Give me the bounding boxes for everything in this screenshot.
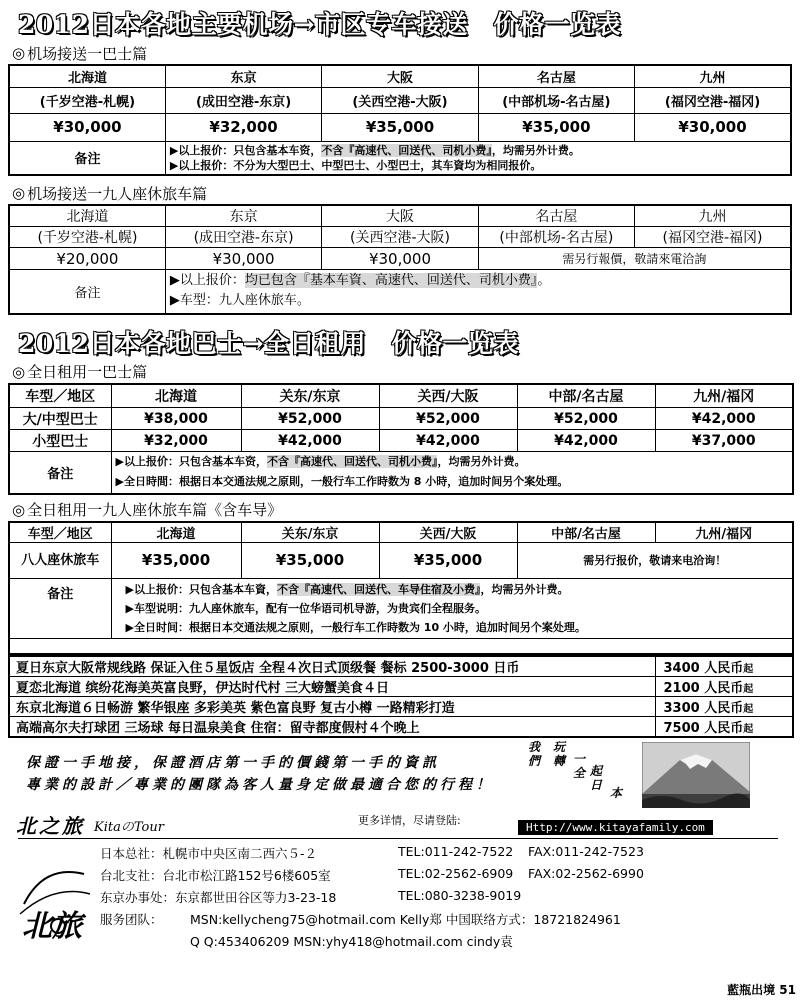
- mount-fuji-photo: [642, 742, 750, 808]
- note-text: ▶以上报价：只包含基本车资，: [169, 143, 322, 157]
- airport-cell: (成田空港-东京): [165, 87, 321, 113]
- price-cell: ¥42,000: [655, 408, 793, 430]
- footer-divider: [18, 838, 778, 839]
- tour-price-suffix: 起: [743, 704, 754, 715]
- service-team-contact: MSN:kellycheng75@hotmail.com Kelly郑 中国联络方式：18721824961: [190, 912, 621, 927]
- note-text: ▶车型：九人座休旅车。: [169, 293, 310, 309]
- header-cell: 九州/福冈: [655, 384, 793, 408]
- airport-cell: (福冈空港-福冈): [635, 87, 791, 113]
- note-text: ▶全日时间：根据日本交通法规之原则，一般行车工作時数为 10 小時，追加时间另个案处理。: [125, 620, 586, 634]
- airport-cell: (中部机场-名古屋): [478, 87, 634, 113]
- service-team-label: 服务团队：: [100, 912, 163, 927]
- japan-office-fax: FAX:011-242-7523: [528, 844, 644, 859]
- taipei-office-fax: FAX:02-2562-6990: [528, 866, 644, 881]
- airport-cell: (千岁空港-札幌): [9, 87, 165, 113]
- note-label: 备注: [9, 141, 165, 175]
- tour-price-text: 3400 人民币: [663, 661, 744, 676]
- note-cell: [111, 578, 793, 638]
- tour-list: [8, 655, 794, 738]
- header-cell: 车型／地区: [9, 384, 111, 408]
- airport-cell: (关西空港-大阪): [322, 87, 478, 113]
- tour-price-suffix: 起: [743, 724, 754, 735]
- tour-row: [9, 656, 793, 677]
- website-link[interactable]: Http://www.kitayafamily.com: [518, 820, 713, 835]
- region-cell: 大阪: [322, 65, 478, 87]
- region-cell: 名古屋: [478, 65, 634, 87]
- section-mark: ◎: [12, 44, 26, 62]
- section-mark: ◎: [12, 362, 26, 381]
- price-cell: ¥42,000: [241, 430, 379, 452]
- title-airport-transfer: 2012日本各地主要机场→市区专车接送 价格一览表: [18, 10, 622, 39]
- section-title: 全日租用一九人座休旅车篇《含车导》: [27, 501, 283, 519]
- tour-row: [9, 697, 793, 717]
- note-label: 备注: [9, 270, 165, 314]
- japan-office-address: 日本总社：札幌市中央区南二西六５-２: [100, 846, 318, 861]
- type-cell: 小型巴士: [9, 430, 111, 452]
- region-cell: 东京: [165, 65, 321, 87]
- price-cell: ¥52,000: [517, 408, 655, 430]
- promo-line-2: 專業的設計／專業的團隊為客人量身定做最適合您的行程！: [26, 777, 494, 793]
- price-cell: ¥35,000: [111, 542, 241, 578]
- region-cell: 北海道: [9, 65, 165, 87]
- section-title: 全日租用一巴士篇: [27, 363, 148, 381]
- inquiry-cell: 需另行报价，敬请来电洽询！: [517, 542, 793, 578]
- tour-price-text: 2100 人民币: [663, 681, 744, 696]
- airport-cell: (福冈空港-福冈): [635, 227, 791, 248]
- region-cell: 东京: [165, 205, 321, 227]
- tour-row: [9, 677, 793, 697]
- tour-price: [655, 717, 793, 738]
- header-cell: 九州/福冈: [655, 522, 793, 543]
- note-text: ▶以上报价：不分为大型巴士、中型巴士、小型巴士，其车資均为相同报价。: [169, 158, 542, 172]
- more-info-label: 更多详情，尽请登陆:: [358, 814, 461, 827]
- brand-name: 北之旅: [16, 814, 85, 838]
- price-cell: ¥37,000: [655, 430, 793, 452]
- price-cell: ¥38,000: [111, 408, 241, 430]
- header-cell: 关东/东京: [241, 522, 379, 543]
- tour-price-suffix: 起: [743, 684, 754, 695]
- section-title: 机场接送一九人座休旅车篇: [27, 184, 208, 203]
- promo-block: [8, 738, 792, 810]
- tour-price: [655, 697, 793, 717]
- tour-name: 高端高尔夫打球团 三场球 每日温泉美食 住宿：留寺都度假村４个晚上: [9, 717, 655, 738]
- airport-cell: (成田空港-东京): [165, 227, 321, 248]
- header-cell: 关西/大阪: [379, 384, 517, 408]
- section-heading: [8, 361, 792, 383]
- price-cell: ¥35,000: [478, 113, 634, 141]
- taipei-office-tel: TEL:02-2562-6909: [398, 866, 514, 881]
- note-label: 备注: [9, 452, 111, 494]
- region-cell: 名古屋: [478, 205, 634, 227]
- price-cell: ¥30,000: [165, 248, 321, 270]
- page-number: 藍瓶出境 51: [727, 983, 796, 997]
- note-text: ，均需另外计费。: [480, 582, 569, 596]
- section-title: 机场接送一巴士篇: [27, 44, 148, 63]
- price-cell: ¥52,000: [241, 408, 379, 430]
- note-text: ，均需另外计费。: [437, 455, 526, 469]
- price-cell: ¥30,000: [9, 113, 165, 141]
- kita-tour-logo: [14, 844, 94, 944]
- note-text: ▶车型说明：九人座休旅车，配有一位华语司机导游，为贵宾们全程服务。: [125, 601, 486, 615]
- note-cell: [165, 141, 791, 175]
- vertical-slogan: 本: [610, 786, 623, 800]
- airport-bus-table: [8, 64, 792, 176]
- note-label: 备注: [9, 578, 111, 638]
- header-cell: 车型／地区: [9, 522, 111, 543]
- note-text: ▶以上报价：只包含基本车资，: [115, 455, 267, 469]
- price-cell: ¥52,000: [379, 408, 517, 430]
- tokyo-office-tel: TEL:080-3238-9019: [398, 888, 522, 903]
- brand-name-en: KitaのTour: [94, 820, 164, 835]
- airport-van-table: [8, 204, 792, 315]
- inquiry-cell: 需另行報價，敬請來電洽詢: [478, 248, 791, 270]
- type-cell: 大/中型巴士: [9, 408, 111, 430]
- fullday-van-table: [8, 521, 794, 656]
- note-text: 。: [537, 273, 551, 289]
- airport-cell: (中部机场-名古屋): [478, 227, 634, 248]
- price-cell: ¥20,000: [9, 248, 165, 270]
- tokyo-office-address: 东京办事处：东京都世田谷区等力3-23-18: [100, 890, 337, 905]
- note-highlight: 均已包含『基本车資、高速代、回送代、司机小费』: [244, 273, 538, 289]
- price-cell: ¥42,000: [379, 430, 517, 452]
- tour-price: [655, 677, 793, 697]
- japan-office-tel: TEL:011-242-7522: [398, 844, 514, 859]
- price-cell: ¥32,000: [165, 113, 321, 141]
- region-cell: 九州: [635, 65, 791, 87]
- promo-line-1: 保證一手地接，保證酒店第一手的價錢第一手的資訊: [26, 755, 440, 771]
- vertical-slogan: 我們: [528, 740, 541, 768]
- tour-name: 东京北海道６日畅游 繁华银座 多彩美英 紫色富良野 复古小樽 一路精彩打造: [9, 697, 655, 717]
- airport-cell: (关西空港-大阪): [322, 227, 478, 248]
- fullday-bus-table: [8, 383, 794, 495]
- price-cell: ¥32,000: [111, 430, 241, 452]
- vertical-slogan: 一全: [573, 752, 586, 780]
- note-text: ，均需另外计费。: [491, 143, 580, 157]
- price-cell: ¥35,000: [379, 542, 517, 578]
- tour-name: 夏恋北海道 缤纷花海美英富良野，伊达时代村 三大螃蟹美食４日: [9, 677, 655, 697]
- tour-price-suffix: 起: [743, 664, 754, 675]
- tour-price-text: 7500 人民币: [663, 721, 744, 736]
- footer: [8, 810, 792, 960]
- note-text: ▶以上报价：只包含基本车資，: [125, 582, 277, 596]
- vertical-slogan: 玩轉: [553, 740, 566, 768]
- tour-price: [655, 656, 793, 677]
- price-cell: ¥30,000: [635, 113, 791, 141]
- price-cell: ¥35,000: [322, 113, 478, 141]
- title-full-day-rental: 2012日本各地巴士→全日租用 价格一览表: [18, 328, 520, 358]
- note-cell: [111, 452, 793, 494]
- header-cell: 北海道: [111, 522, 241, 543]
- header-cell: 北海道: [111, 384, 241, 408]
- service-team-contact: Q Q:453406209 MSN:yhy418@hotmail.com cindy袁: [190, 934, 513, 949]
- header-cell: 关西/大阪: [379, 522, 517, 543]
- region-cell: 北海道: [9, 205, 165, 227]
- note-highlight: 不含『高速代、回送代、车导住宿及小费』: [276, 582, 481, 596]
- taipei-office-address: 台北支社：台北市松江路152号6楼605室: [100, 868, 331, 883]
- section-mark: ◎: [12, 184, 26, 202]
- note-text: ▶全日時間：根据日本交通法规之原則，一般行车工作時数为 8 小時，追加时间另个案处理。: [115, 475, 569, 489]
- tour-name: 夏日东京大阪常规线路 保证入住５星饭店 全程４次日式顶级餐 餐标 2500-3000 日币: [9, 656, 655, 677]
- vertical-slogan: 起日: [590, 764, 603, 792]
- note-text: ▶以上报价：: [169, 273, 245, 289]
- spacer-row: [9, 638, 793, 654]
- section-heading: [8, 182, 792, 204]
- price-cell: ¥42,000: [517, 430, 655, 452]
- tour-price-text: 3300 人民币: [663, 701, 744, 716]
- svg-text:北旅: 北旅: [22, 909, 82, 944]
- note-cell: [165, 270, 791, 314]
- region-cell: 大阪: [322, 205, 478, 227]
- note-highlight: 不含『高速代、回送代、司机小费』: [266, 455, 438, 469]
- region-cell: 九州: [635, 205, 791, 227]
- header-cell: 关东/东京: [241, 384, 379, 408]
- price-cell: ¥30,000: [322, 248, 478, 270]
- type-cell: 八人座休旅车: [9, 542, 111, 578]
- section-heading: [8, 499, 792, 521]
- price-cell: ¥35,000: [241, 542, 379, 578]
- header-cell: 中部/名古屋: [517, 522, 655, 543]
- section-heading: [8, 42, 792, 64]
- section-mark: ◎: [12, 500, 26, 519]
- note-highlight: 不含『高速代、回送代、司机小费』: [321, 143, 492, 157]
- airport-cell: (千岁空港-札幌): [9, 227, 165, 248]
- header-cell: 中部/名古屋: [517, 384, 655, 408]
- tour-row: [9, 717, 793, 738]
